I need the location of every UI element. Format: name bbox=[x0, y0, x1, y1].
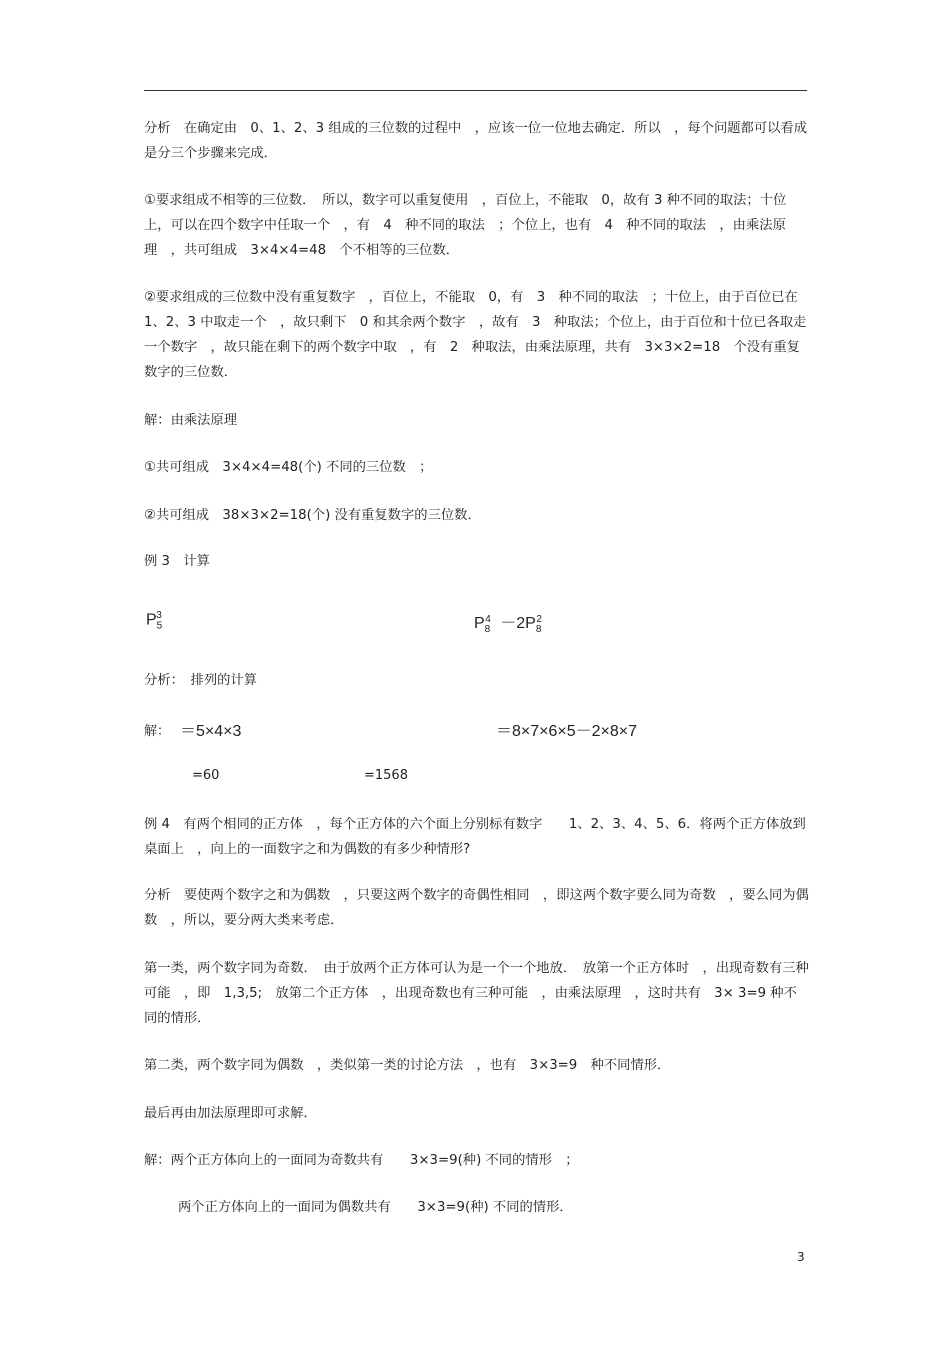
example-4-analysis: 分析 要使两个数字之和为偶数 ，只要这两个数字的奇偶性相同 ，即这两个数字要么同为奇数 ，要么同为偶数 ，所以，要分两大类来考虑． bbox=[144, 888, 809, 928]
example-3-solution-label: 解： bbox=[144, 724, 171, 739]
analysis-part-2: ②要求组成的三位数中没有重复数字 ，百位上，不能取 0，有 3 种不同的取法 ；十位上，由于百位已在 1、2、3 中取走一个 ，故只剩下 0 和其余两个数字 ，故有 3 种取法；个位上，由于百位和十位已各取走一个数字 ，故只能在剩下的两个数字中取 ，有 2 种取法，由乘法原理，共有 3×3×2=18 个没有重复数字的三位数． bbox=[144, 290, 812, 380]
page-number: 3 bbox=[797, 1250, 805, 1264]
example-4-solution-2: 两个正方体向上的一面同为偶数共有 3×3=9(种) 不同的情形． bbox=[178, 1200, 573, 1215]
example-4-final: 最后再由加法原理即可求解． bbox=[144, 1106, 317, 1121]
solution-answer-2: ②共可组成 38×3×2=18(个) 没有重复数字的三位数． bbox=[144, 508, 481, 523]
example-4-class-2: 第二类，两个数字同为偶数 ，类似第一类的讨论方法 ，也有 3×3=9 种不同情形． bbox=[144, 1058, 671, 1073]
analysis-part-1: ①要求组成不相等的三位数． 所以，数字可以重复使用 ，百位上，不能取 0，故有 3 种不同的取法；十位上，可以在四个数字中任取一个 ，有 4 种不同的取法 ；个位上，也有 4 种不同的取法 ，由乘法原理 ，共可组成 3×4×4=48 个不相等的三位数． bbox=[144, 193, 787, 258]
example-4-solution-1: 解：两个正方体向上的一面同为奇数共有 3×3=9(种) 不同的情形 ； bbox=[144, 1153, 579, 1168]
permutation-expression-2: $P_8^4 -2P_8^2$ bbox=[474, 613, 542, 636]
example-3-solution-1: ＝5×4×3 bbox=[180, 723, 242, 740]
example-3-analysis: 分析： 排列的计算 bbox=[144, 673, 258, 688]
header-rule bbox=[144, 90, 807, 91]
example-4-class-1: 第一类，两个数字同为奇数． 由于放两个正方体可认为是一个一个地放． 放第一个正方体时 ，出现奇数有三种可能 ，即 1,3,5; 放第二个正方体 ，出现奇数也有三种可能 ，由乘法原理 ，这时共有 3× 3=9 种不同的情形． bbox=[144, 961, 809, 1026]
example-4-question: 例 4 有两个相同的正方体 ，每个正方体的六个面上分别标有数字 1、2、3、4、5、6．将两个正方体放到桌面上 ，向上的一面数字之和为偶数的有多少种情形? bbox=[144, 817, 806, 857]
example-3-result-2: =1568 bbox=[364, 768, 408, 783]
permutation-expression-1: $P_5^3$ bbox=[146, 610, 163, 632]
example-3-solution-2: ＝8×7×6×5－2×8×7 bbox=[496, 723, 638, 740]
solution-heading: 解：由乘法原理 bbox=[144, 413, 238, 428]
example-3-title: 例 3 计算 bbox=[144, 554, 210, 569]
solution-answer-1: ①共可组成 3×4×4=48(个) 不同的三位数 ； bbox=[144, 460, 433, 475]
analysis-intro: 分析 在确定由 0、1、2、3 组成的三位数的过程中 ，应该一位一位地去确定．所以 ，每个问题都可以看成是分三个步骤来完成． bbox=[144, 121, 808, 161]
example-3-result-1: =60 bbox=[192, 768, 220, 783]
